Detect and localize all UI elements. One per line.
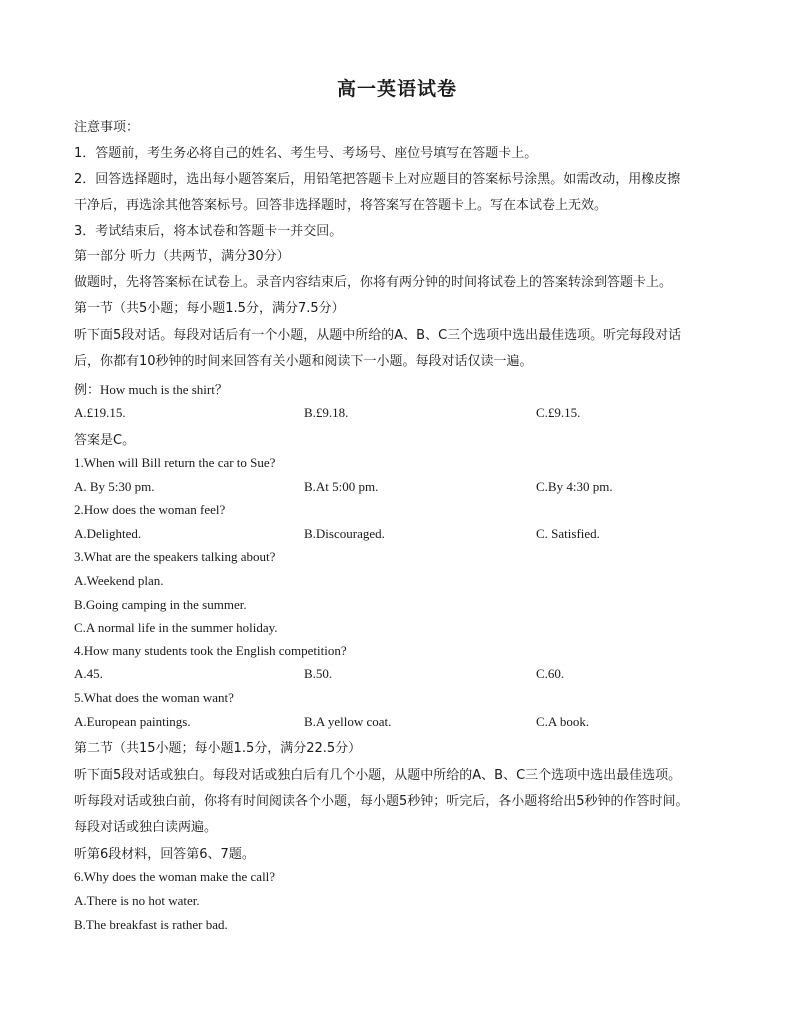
question-3-option-c: C.A normal life in the summer holiday. bbox=[74, 620, 278, 635]
question-6-option-a: A.There is no hot water. bbox=[74, 893, 200, 908]
section1-heading: 第一节（共5小题；每小题1.5分，满分7.5分） bbox=[74, 301, 345, 316]
notice-heading: 注意事项： bbox=[74, 120, 140, 135]
notice-item-3: 3．考试结束后，将本试卷和答题卡一并交回。 bbox=[74, 224, 343, 239]
question-4-option-c: C.60. bbox=[536, 666, 565, 681]
example-option-c: C.£9.15. bbox=[536, 405, 581, 420]
part1-heading: 第一部分 听力（共两节，满分30分） bbox=[74, 249, 290, 264]
question-3: 3.What are the speakers talking about? bbox=[74, 549, 276, 564]
question-5-option-c: C.A book. bbox=[536, 714, 590, 729]
section1-instruction-line-1: 听下面5段对话。每段对话后有一个小题，从题中所给的A、B、C三个选项中选出最佳选项。听完每段对话 bbox=[74, 328, 682, 343]
section1-instruction-line-2: 后，你都有10秒钟的时间来回答有关小题和阅读下一小题。每段对话仅读一遍。 bbox=[74, 354, 533, 369]
notice-item-2-cont: 干净后，再选涂其他答案标号。回答非选择题时，将答案写在答题卡上。写在本试卷上无效。 bbox=[74, 198, 608, 213]
question-5: 5.What does the woman want? bbox=[74, 690, 234, 705]
question-5-option-b: B.A yellow coat. bbox=[304, 714, 392, 729]
notice-item-1: 1．答题前，考生务必将自己的姓名、考生号、考场号、座位号填写在答题卡上。 bbox=[74, 146, 538, 161]
question-6-option-b: B.The breakfast is rather bad. bbox=[74, 917, 228, 932]
page-title: 高一英语试卷 bbox=[336, 78, 457, 100]
question-1-option-c: C.By 4:30 pm. bbox=[536, 479, 613, 494]
example-question: 例：How much is the shirt？ bbox=[74, 382, 228, 397]
section2-instruction-line-2: 听每段对话或独白前，你将有时间阅读各个小题，每小题5秒钟；听完后，各小题将给出5秒钟的作答时间。 bbox=[74, 794, 689, 809]
question-1-option-b: B.At 5:00 pm. bbox=[304, 479, 379, 494]
part1-instruction: 做题时，先将答案标在试卷上。录音内容结束后，你将有两分钟的时间将试卷上的答案转涂到答题卡上。 bbox=[74, 275, 673, 290]
example-answer: 答案是C。 bbox=[74, 433, 136, 448]
question-1-option-a: A. By 5:30 pm. bbox=[74, 479, 155, 494]
section2-heading: 第二节（共15小题；每小题1.5分，满分22.5分） bbox=[74, 741, 362, 756]
example-option-a: A.£19.15. bbox=[74, 405, 126, 420]
question-4-option-b: B.50. bbox=[304, 666, 333, 681]
question-2-option-b: B.Discouraged. bbox=[304, 526, 385, 541]
question-1: 1.When will Bill return the car to Sue? bbox=[74, 455, 276, 470]
question-6: 6.Why does the woman make the call? bbox=[74, 869, 276, 884]
question-4-option-a: A.45. bbox=[74, 666, 103, 681]
question-4: 4.How many students took the English competition? bbox=[74, 643, 347, 658]
section2-instruction-line-1: 听下面5段对话或独白。每段对话或独白后有几个小题，从题中所给的A、B、C三个选项中选出最佳选项。 bbox=[74, 768, 682, 783]
question-2-option-c: C. Satisfied. bbox=[536, 526, 600, 541]
question-2-option-a: A.Delighted. bbox=[74, 526, 142, 541]
material-6-intro: 听第6段材料，回答第6、7题。 bbox=[74, 847, 255, 862]
notice-item-2: 2．回答选择题时，选出每小题答案后，用铅笔把答题卡上对应题目的答案标号涂黑。如需改动，用橡皮擦 bbox=[74, 172, 681, 187]
question-2: 2.How does the woman feel? bbox=[74, 502, 226, 517]
example-option-b: B.£9.18. bbox=[304, 405, 349, 420]
question-5-option-a: A.European paintings. bbox=[74, 714, 191, 729]
section2-instruction-line-3: 每段对话或独白读两遍。 bbox=[74, 820, 218, 835]
question-3-option-b: B.Going camping in the summer. bbox=[74, 597, 247, 612]
question-3-option-a: A.Weekend plan. bbox=[74, 573, 164, 588]
